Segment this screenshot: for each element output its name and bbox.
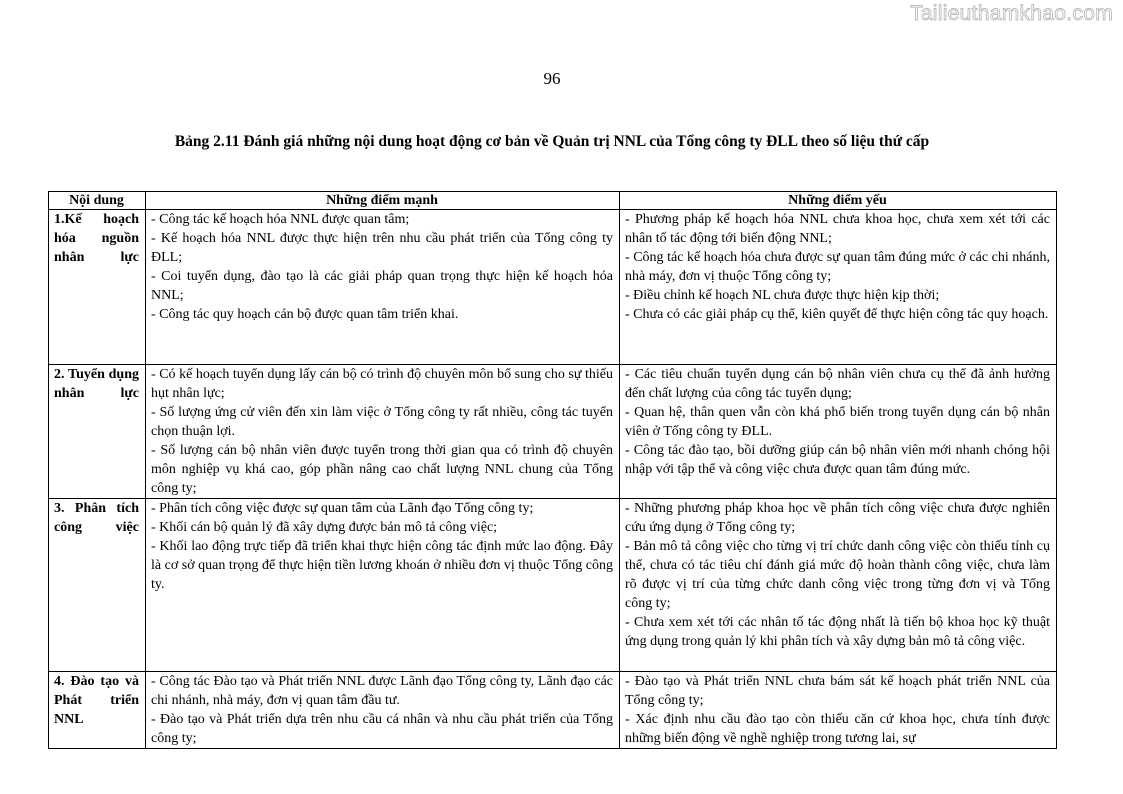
weakness-item: - Các tiêu chuẩn tuyển dụng cán bộ nhân viên chưa cụ thể đã ảnh hưởng đến chất lượng của công tác tuyển dụng; xyxy=(625,367,1050,401)
table-title: Bảng 2.11 Đánh giá những nội dung hoạt động cơ bản về Quản trị NNL của Tổng công ty ĐLL theo số liệu thứ cấp xyxy=(174,133,930,150)
table-row xyxy=(49,365,1057,499)
weakness-item: - Chưa có các giải pháp cụ thể, kiên quyết để thực hiện công tác quy hoạch. xyxy=(625,307,1049,322)
strength-item: - Khối lao động trực tiếp đã triển khai thực hiện công tác định mức lao động. Đây là cơ sở quan trọng để thực hiện tiền lương khoán ở nhiều đơn vị thuộc Tổng công ty. xyxy=(151,539,613,592)
weakness-item: - Chưa xem xét tới các nhân tố tác động nhất là tiến bộ khoa học kỹ thuật ứng dụng trong quản lý khi phân tích và xây dựng bản mô tả công việc. xyxy=(625,615,1050,649)
weakness-item: - Xác định nhu cầu đào tạo còn thiếu căn cứ khoa học, chưa tính được những biến động về nghề nghiệp trong tương lai, sự xyxy=(625,712,1050,746)
strength-item: - Công tác quy hoạch cán bộ được quan tâm triển khai. xyxy=(151,307,459,322)
table-row xyxy=(49,210,1057,365)
strength-item: - Công tác Đào tạo và Phát triển NNL được Lãnh đạo Tổng công ty, Lãnh đạo các chi nhánh, nhà máy, đơn vị quan tâm đầu tư. xyxy=(151,674,613,708)
weaknesses-cell xyxy=(620,499,1057,672)
weakness-item: - Những phương pháp khoa học về phân tích công việc chưa được nghiên cứu ứng dụng ở Tổng công ty; xyxy=(625,501,1050,535)
watermark: Tailieuthamkhao.com xyxy=(910,2,1113,25)
weakness-item: - Phương pháp kế hoạch hóa NNL chưa khoa học, chưa xem xét tới các nhân tố tác động tới biến động NNL; xyxy=(625,212,1050,246)
weakness-item: - Đào tạo và Phát triển NNL chưa bám sát kế hoạch phát triển NNL của Tổng công ty; xyxy=(625,674,1050,708)
strengths-cell xyxy=(146,365,620,499)
page-number: 96 xyxy=(543,69,561,88)
category-cell: 3. Phân tích công việc xyxy=(49,499,146,672)
category-cell: 4. Đào tạo và Phát triển NNL xyxy=(49,672,146,749)
strength-item: - Công tác kế hoạch hóa NNL được quan tâm; xyxy=(151,212,410,227)
strengths-cell xyxy=(146,210,620,365)
strength-item: - Đào tạo và Phát triển dựa trên nhu cầu cá nhân và nhu cầu phát triển của Tổng công ty; xyxy=(151,712,613,746)
strength-item: - Số lượng ứng cử viên đến xin làm việc ở Tổng công ty rất nhiều, công tác tuyển chọn thuận lợi. xyxy=(151,405,613,439)
strength-item: - Phân tích công việc được sự quan tâm của Lãnh đạo Tổng công ty; xyxy=(151,501,534,516)
weakness-item: - Điều chỉnh kế hoạch NL chưa được thực hiện kịp thời; xyxy=(625,288,940,303)
evaluation-table xyxy=(48,191,1057,749)
strengths-cell xyxy=(146,499,620,672)
weaknesses-cell xyxy=(620,210,1057,365)
weaknesses-cell xyxy=(620,365,1057,499)
strengths-cell xyxy=(146,672,620,749)
strength-item: - Số lượng cán bộ nhân viên được tuyển trong thời gian qua có trình độ chuyên môn nghiệp vụ khá cao, góp phần nâng cao chất lượng NNL chung của Tổng công ty; xyxy=(151,443,613,496)
table-row xyxy=(49,499,1057,672)
category-cell: 1.Kế hoạch hóa nguồn nhân lực xyxy=(49,210,146,365)
table-row xyxy=(49,672,1057,749)
header-strengths: Những điểm mạnh xyxy=(146,192,620,210)
weakness-item: - Công tác đào tạo, bồi dưỡng giúp cán bộ nhân viên mới nhanh chóng hội nhập với tập thể và công việc chưa được quan tâm đúng mức. xyxy=(625,443,1050,477)
strength-item: - Coi tuyển dụng, đào tạo là các giải pháp quan trọng thực hiện kế hoạch hóa NNL; xyxy=(151,269,613,303)
strength-item: - Kế hoạch hóa NNL được thực hiện trên nhu cầu phát triển của Tổng công ty ĐLL; xyxy=(151,231,613,265)
weakness-item: - Quan hệ, thân quen vẫn còn khá phổ biến trong tuyển dụng cán bộ nhân viên ở Tổng công ty ĐLL. xyxy=(625,405,1050,439)
header-content: Nội dung xyxy=(49,192,146,210)
strength-item: - Khối cán bộ quản lý đã xây dựng được bản mô tả công việc; xyxy=(151,520,498,535)
strength-item: - Có kế hoạch tuyển dụng lấy cán bộ có trình độ chuyên môn bổ sung cho sự thiếu hụt nhân lực; xyxy=(151,367,613,401)
table-header-row xyxy=(49,192,1057,210)
category-cell: 2. Tuyển dụng nhân lực xyxy=(49,365,146,499)
weakness-item: - Công tác kế hoạch hóa chưa được sự quan tâm đúng mức ở các chi nhánh, nhà máy, đơn vị thuộc Tổng công ty; xyxy=(625,250,1050,284)
weakness-item: - Bản mô tả công việc cho từng vị trí chức danh công việc còn thiếu tính cụ thể, chưa có tác tiêu chí đánh giá mức độ hoàn thành công việc, chưa làm rõ được vị trí của từng chức danh công việc trong từng đơn vị và Tổng công ty; xyxy=(625,539,1050,611)
header-weaknesses: Những điểm yếu xyxy=(620,192,1057,210)
weaknesses-cell xyxy=(620,672,1057,749)
